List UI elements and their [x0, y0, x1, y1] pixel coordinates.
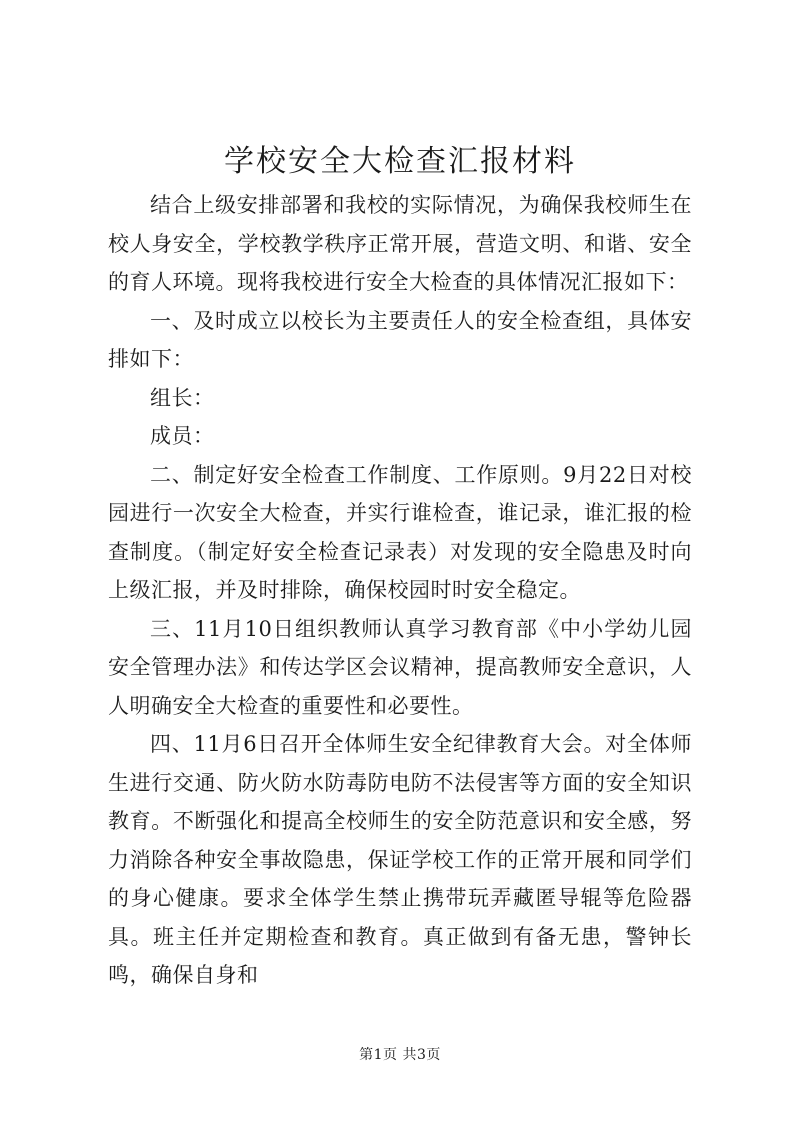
paragraph-section-3: 三、11月10日组织教师认真学习教育部《中小学幼儿园安全管理办法》和传达学区会议精神，提高教师安全意识，人人明确安全大检查的重要性和必要性。 [108, 616, 692, 718]
paragraph-section-2: 二、制定好安全检查工作制度、工作原则。9月22日对校园进行一次安全大检查，并实行谁检查，谁记录，谁汇报的检查制度。（制定好安全检查记录表）对发现的安全隐患及时向上级汇报，并及时排除，确保校园时时安全稳定。 [108, 462, 692, 602]
paragraph-members: 成员： [150, 424, 215, 448]
paragraph-section-1: 一、及时成立以校长为主要责任人的安全检查组，具体安排如下： [108, 308, 692, 371]
page-number-footer: 第1页 共3页 [359, 1047, 441, 1063]
document-title: 学校安全大检查汇报材料 [224, 144, 576, 179]
paragraph-intro: 结合上级安排部署和我校的实际情况，为确保我校师生在校人身安全，学校教学秩序正常开展，营造文明、和谐、安全的育人环境。现将我校进行安全大检查的具体情况汇报如下： [108, 193, 692, 294]
paragraph-leader: 组长： [150, 385, 215, 410]
document-body [108, 186, 692, 995]
paragraph-section-4: 四、11月6日召开全体师生安全纪律教育大会。对全体师生进行交通、防火防水防毒防电防不法侵害等方面的安全知识教育。不断强化和提高全校师生的安全防范意识和安全感，努力消除各种安全事故隐患，保证学校工作的正常开展和同学们的身心健康。要求全体学生禁止携带玩弄藏匿导辊等危险器具。班主任并定期检查和教育。真正做到有备无患，警钟长鸣，确保自身和 [108, 732, 692, 987]
